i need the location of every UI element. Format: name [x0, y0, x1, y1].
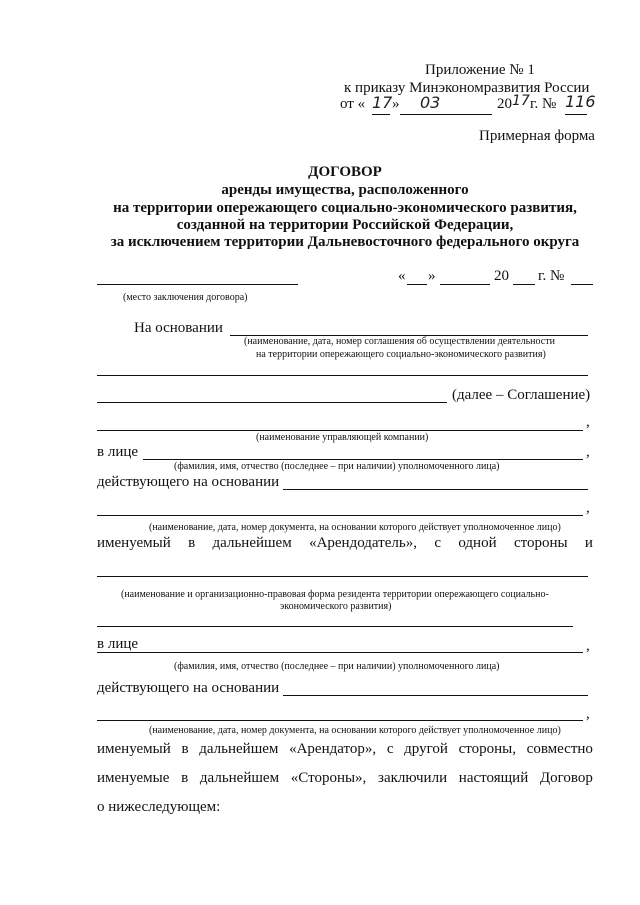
comma: , — [586, 706, 590, 722]
resident-caption-1: (наименование и организационно-правовая форма резидента территории опережающего социально- — [121, 589, 549, 600]
acting-document-line-2[interactable] — [97, 720, 583, 721]
representative-caption-2: (фамилия, имя, отчество (последнее – при наличии) уполномоченного лица) — [174, 661, 500, 672]
comma: , — [586, 414, 590, 430]
basis-label: На основании — [134, 320, 223, 336]
management-company-caption: (наименование управляющей компании) — [256, 432, 429, 443]
word: дальнейшем — [199, 770, 280, 786]
date-year-line[interactable] — [513, 284, 535, 285]
agreement-caption-2: на территории опережающего социально-экономического развития) — [256, 349, 546, 360]
landlord-clause — [97, 535, 593, 552]
resident-caption-2: экономического развития) — [280, 601, 392, 612]
acting-document-caption: (наименование, дата, номер документа, на основании которого действует уполномоченное лицо) — [149, 522, 561, 533]
month-underline — [400, 114, 492, 115]
order-date-prefix: от « — [340, 96, 366, 112]
comma: , — [586, 444, 590, 460]
order-number-label: г. № — [530, 96, 557, 112]
representative-caption: (фамилия, имя, отчество (последнее – при наличии) уполномоченного лица) — [174, 461, 500, 472]
acting-basis-line-2[interactable] — [283, 695, 588, 696]
in-person-label: в лице — [97, 444, 139, 460]
date-close-quote: » — [428, 268, 436, 284]
word: с — [386, 741, 394, 757]
order-date-close-quote: » — [392, 96, 400, 112]
word: настоящий — [458, 770, 529, 786]
resident-name-line-2[interactable] — [97, 626, 573, 627]
word: именуемый — [97, 741, 171, 757]
word: «Стороны», — [290, 770, 367, 786]
word: с — [434, 535, 441, 551]
acting-basis-label: действующего на основании — [97, 474, 280, 490]
tenant-clause — [97, 741, 593, 758]
title-line-4: за исключением территории Дальневосточного федерального округа — [110, 234, 580, 250]
order-day-handwritten: 17 — [372, 93, 393, 112]
word: Договор — [539, 770, 593, 786]
order-reference: к приказу Минэкономразвития России — [344, 80, 590, 96]
acting-basis-label-2: действующего на основании — [97, 680, 280, 696]
date-century: 20 — [494, 268, 509, 284]
title-line-1: аренды имущества, расположенного — [221, 182, 469, 198]
word: дальнейшем — [212, 535, 292, 551]
date-open-quote: « — [398, 268, 406, 284]
word: «Арендодатель», — [309, 535, 417, 551]
agreement-suffix: (далее – Соглашение) — [452, 387, 591, 403]
agreement-caption-1: (наименование, дата, номер соглашения об осуществлении деятельности — [244, 336, 555, 347]
order-year-handwritten: 17 — [512, 93, 530, 109]
title-line-3: созданной на территории Российской Федерации, — [176, 217, 514, 233]
place-caption: (место заключения договора) — [123, 292, 248, 303]
contract-number-label: г. № — [538, 268, 565, 284]
closing-phrase: о нижеследующем: — [97, 799, 221, 815]
agreement-field-line-3[interactable] — [97, 402, 447, 403]
order-year-prefix: 20 — [497, 96, 512, 112]
word: стороны — [513, 535, 568, 551]
number-underline — [565, 114, 587, 115]
acting-document-line[interactable] — [97, 515, 583, 516]
word: одной — [458, 535, 497, 551]
document-title: ДОГОВОР — [308, 164, 382, 180]
place-field-line[interactable] — [97, 284, 298, 285]
comma: , — [586, 638, 590, 654]
word: и — [584, 535, 593, 551]
order-number-handwritten: 116 — [565, 92, 596, 111]
word: в — [181, 741, 189, 757]
parties-clause — [97, 770, 593, 787]
agreement-field-line-2[interactable] — [97, 375, 588, 376]
in-person-label-2: в лице — [97, 636, 139, 652]
word: совместно — [526, 741, 593, 757]
acting-basis-line[interactable] — [283, 489, 588, 490]
date-month-line[interactable] — [440, 284, 490, 285]
word: другой — [404, 741, 448, 757]
word: в — [181, 770, 189, 786]
representative-line-2[interactable] — [97, 652, 583, 653]
order-month-handwritten: 03 — [420, 93, 441, 112]
appendix-label: Приложение № 1 — [425, 62, 535, 78]
date-day-line[interactable] — [407, 284, 427, 285]
word: заключили — [378, 770, 448, 786]
representative-line[interactable] — [143, 459, 583, 460]
word: стороны, — [458, 741, 516, 757]
management-company-line[interactable] — [97, 430, 583, 431]
word: «Арендатор», — [289, 741, 377, 757]
word: в — [188, 535, 196, 551]
contract-number-line[interactable] — [571, 284, 593, 285]
resident-name-line[interactable] — [97, 576, 588, 577]
word: дальнейшем — [199, 741, 279, 757]
title-line-2: на территории опережающего социально-экономического развития, — [113, 200, 577, 216]
day-underline — [372, 114, 390, 115]
word: именуемый — [97, 535, 171, 551]
word: именуемые — [97, 770, 170, 786]
form-type-label: Примерная форма — [479, 128, 595, 144]
acting-document-caption-2: (наименование, дата, номер документа, на основании которого действует уполномоченное лицо) — [149, 725, 561, 736]
comma: , — [586, 500, 590, 516]
